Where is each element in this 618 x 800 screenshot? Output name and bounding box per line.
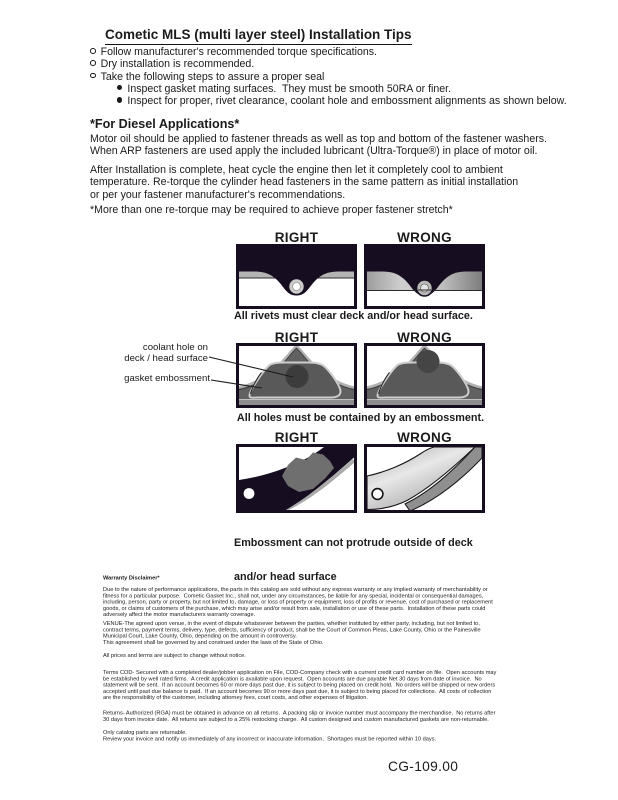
sub-list-item: Inspect for proper, rivet clearance, coolant hole and embossment alignments as shown below.	[117, 95, 567, 107]
retorque-note: *More than one re-torque may be required to achieve proper fastener stretch*	[90, 203, 453, 216]
disclaimer-paragraph: Only catalog parts are returnable. Review your invoice and notify us immediately of any incorrect or inaccurate information. Shortages must be reported within 10 days.	[103, 729, 437, 742]
fig1-wrong-label: WRONG	[397, 229, 452, 245]
disclaimer-paragraph: All prices and terms are subject to change without notice.	[103, 652, 246, 659]
fig3-right-panel	[236, 444, 357, 513]
fig2-wrong-label: WRONG	[397, 329, 452, 345]
page-code: CG-109.00	[388, 759, 459, 774]
fig3-wrong-label: WRONG	[397, 430, 452, 445]
fig2-right-label: RIGHT	[274, 329, 319, 345]
list-item: Dry installation is recommended.	[90, 58, 567, 70]
gasket-embossment-label: gasket embossment	[124, 372, 210, 384]
disclaimer-paragraph: Terms COD- Secured with a completed dealer/jobber application on File, COD-Company check with a current credit card number on file. Open accounts may be established by well rated firms. A credit application is available upon request. Open accounts are due payable Net 30 days from date of invoice. No statement will be sent. If an account becomes 60 or more days past due, it is subject to being placed on credit hold. No orders will be shipped or new orders accepted until past due balance is paid. If an account becomes 90 or more days past due, it is subject to being placed for collections. All costs of collection are the responsibility of the customer, including attorney fees, court costs, and other expenses of litigation.	[103, 669, 497, 701]
fig3-right-label: RIGHT	[274, 430, 319, 445]
fig3-wrong-panel	[364, 444, 485, 513]
coolant-hole-icon	[417, 350, 440, 373]
bolt-hole-icon	[244, 488, 255, 499]
fig2-wrong-panel	[364, 343, 485, 408]
fig1-caption: All rivets must clear deck and/or head surface.	[234, 310, 473, 322]
disclaimer-heading: Warranty Disclaimer*	[103, 575, 160, 581]
fig1-right-label: RIGHT	[274, 229, 319, 245]
installation-tips-list	[90, 46, 567, 107]
fig1-right-panel	[236, 244, 357, 309]
disclaimer-paragraph: Due to the nature of performance applications, the parts in this catalog are sold without any express warranty or any implied warranty of merchantability or fitness for a particular purpose. Cometic Gasket Inc., shall not, under any circumstances, be liable for any special, incidental or consequential damages, including, person, party or property, but not limited to, damage, or loss of property or equipment, loss of profits or revenue, cost of purchased or replacement goods, or claims of customers of the purchase, which may arise and/or result from sale, installation or use of these parts. Installation of these parts could adversely affect the motor manufacturers warranty coverage.	[103, 586, 493, 618]
filled-bullet-icon	[117, 97, 122, 102]
fig2-caption: All holes must be contained by an embossment.	[236, 412, 485, 424]
diesel-paragraph-1: Motor oil should be applied to fastener threads as well as top and bottom of the fastener washers. When ARP fasteners are used apply the included lubricant (Ultra-Torque®) in place of motor oil.	[90, 133, 547, 158]
coolant-hole-label: coolant hole on deck / head surface	[124, 342, 208, 364]
page-title: Cometic MLS (multi layer steel) Installation Tips	[105, 27, 412, 45]
hollow-bullet-icon	[90, 73, 96, 79]
warranty-disclaimer	[103, 575, 523, 755]
disclaimer-paragraph: VENUE-The agreed upon venue, in the event of dispute whatsoever between the parties, whether instituted by either party, including, but not limited to, contract terms, payment terms, delivery, type, defects, sufficiency of product, shall be the Court of Common Pleas, Lake County, Ohio or the Painesville Municipal Court, Lake County, Ohio, depending on the amount in controversy. This agreement shall be governed by and construed under the laws of the State of Ohio.	[103, 620, 481, 646]
fig3-caption: Embossment can not protrude outside of deck and/or head surface	[234, 536, 473, 583]
filled-bullet-icon	[117, 85, 122, 90]
hollow-bullet-icon	[90, 60, 96, 66]
fig2-pointer-lines	[205, 340, 315, 402]
sub-list-item: Inspect gasket mating surfaces. They must be smooth 50RA or finer.	[117, 83, 567, 95]
diesel-paragraph-2: After Installation is complete, heat cycle the engine then let it completely cool to ambient temperature. Re-torque the cylinder head fasteners in the same pattern as initial installation or per your fastener manufacturer's recommendations.	[90, 164, 519, 201]
disclaimer-paragraph: Returns- Authorized (RGA) must be obtained in advance on all returns. A packing slip or invoice number must accompany the merchandise. No returns after 30 days from invoice date. All returns are subject to a 25% restocking charge. All custom designed and custom manufactured gaskets are non-returnable.	[103, 710, 496, 723]
diesel-heading: *For Diesel Applications*	[90, 117, 240, 131]
fig1-wrong-panel	[364, 244, 485, 309]
list-item: Follow manufacturer's recommended torque specifications.	[90, 46, 567, 58]
bolt-hole-icon	[372, 489, 383, 500]
hollow-bullet-icon	[90, 48, 96, 54]
list-item: Take the following steps to assure a proper seal	[90, 71, 567, 83]
